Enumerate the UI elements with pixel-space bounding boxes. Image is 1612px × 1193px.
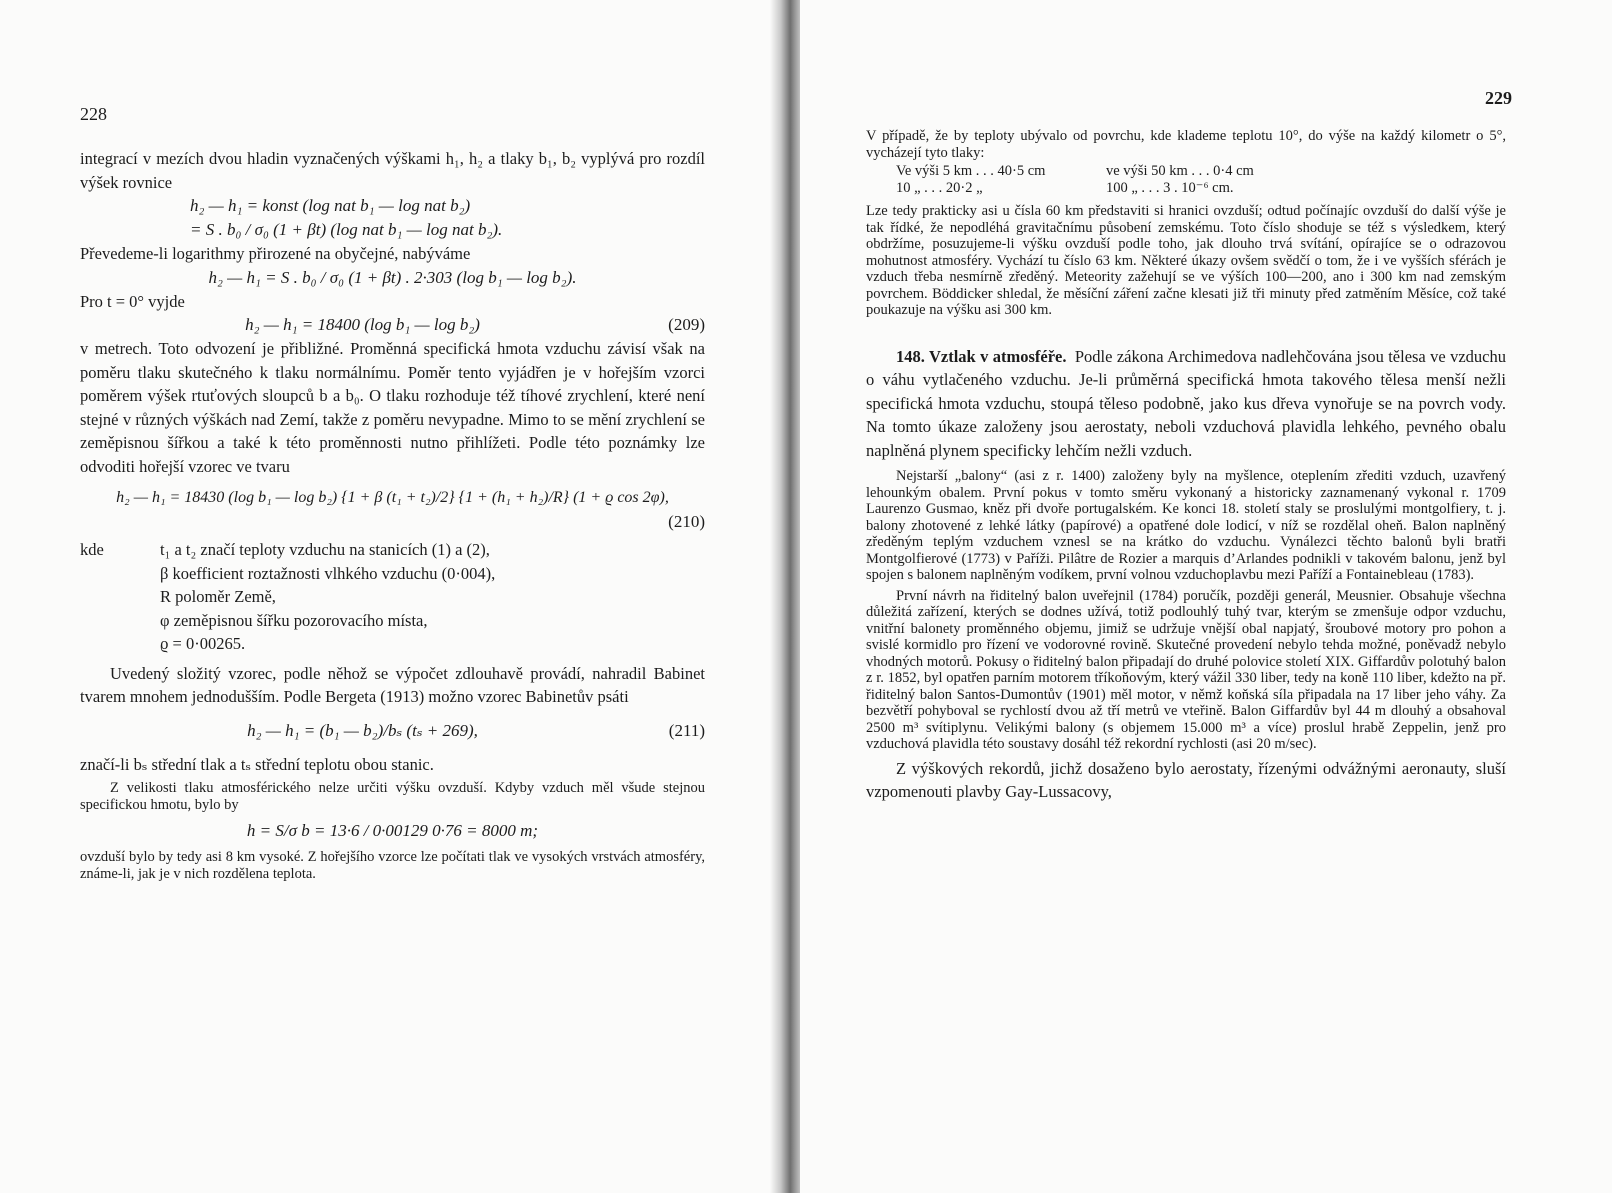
paragraph: Z výškových rekordů, jichž dosaženo bylo aerostaty, řízenými odvážnými aeronauty, sluší vzpomenouti plavby Gay-Lussacovy, — [866, 758, 1506, 801]
paragraph: ovzduší bylo by tedy asi 8 km vysoké. Z hořejšího vzorce lze počítati tlak ve vysokých vrstvách atmosféry, známe-li, jak je v nich rozdělena teplota. — [80, 849, 705, 882]
definitions-key: kde — [80, 540, 104, 559]
page-number-left: 228 — [80, 104, 107, 124]
formula: h₂ — h₁ = S . b₀ / σ₀ (1 + βt) . 2·303 (log b₁ — log b₂). — [208, 267, 577, 287]
paragraph: Uvedený složitý vzorec, podle něhož se výpočet zdlouhavě provádí, nahradil Babinet tvarem mnohem jednodušším. Podle Bergeta (1913) možno vzorec Babinetův psáti — [80, 663, 705, 706]
table-cell: 10 „ . . . 20·2 „ — [896, 180, 983, 196]
definition-item: R poloměr Země, — [160, 587, 276, 606]
table-cell: 100 „ . . . 3 . 10⁻⁶ cm. — [1106, 180, 1234, 196]
paragraph: integrací v mezích dvou hladin vyznačených výškami h₁, h₂ a tlaky b₁, b₂ vyplývá pro rozdíl výšek rovnice — [80, 149, 705, 192]
table-cell: Ve výši 5 km . . . 40·5 cm — [896, 163, 1046, 179]
definitions-list — [80, 538, 705, 656]
formula: h = S/σ b = 13·6 / 0·00129 0·76 = 8000 m; — [246, 821, 539, 840]
right-page-text — [866, 128, 1506, 804]
pressure-table — [896, 163, 1506, 197]
formula: = S . b₀ / σ₀ (1 + βt) (log nat b₁ — log nat b₂). — [190, 220, 503, 239]
paragraph: Lze tedy prakticky asi u čísla 60 km představiti si hranici ovzduší; odtud počínajíc ovzduší do další výše je tak řídké, že nepodléhá gravitačnímu působení zemskému. Toto číslo shoduje se též s výsledkem, který obdržíme, posuzujeme-li výšku ovzduší podle toho, jak dlouho trvá svítání, opírajíce se o odrazovou mohutnost atmosféry. Vychází tu číslo 63 km. Některé úkazy ovšem svědčí o tom, že i ve vyšších sférách je vzduch třeba nesmírně zředěný. Meteority zažehují se ve výších 100—200, ano i 300 km nad zemským povrchem. Böddicker shledal, že měsíční záření začne klesati již tři minuty před zatměním Měsíce, což také poukazuje na výšku asi 300 km. — [866, 203, 1506, 318]
table-row — [896, 163, 1506, 180]
definition-item: t₁ a t₂ značí teploty vzduchu na stanicích (1) a (2), — [160, 540, 490, 559]
equation-number: (211) — [668, 720, 705, 740]
right-page — [800, 0, 1612, 1193]
equation-number: (210) — [668, 512, 705, 531]
paragraph: značí-li bₛ střední tlak a tₛ střední teplotu obou stanic. — [80, 754, 434, 774]
formula-209: h₂ — h₁ = 18400 (log b₁ — log b₂) (209) — [80, 313, 705, 337]
definition-item: β koefficient roztažnosti vlhkého vzduchu (0·004), — [160, 563, 496, 583]
table-row — [896, 180, 1506, 197]
paragraph: Převedeme-li logarithmy přirozené na obyčejné, nabýváme — [80, 244, 471, 263]
paragraph: Pro t = 0° vyjde — [80, 291, 185, 311]
left-page-text — [80, 147, 705, 882]
paragraph: Z velikosti tlaku atmosférického nelze určiti výšku ovzduší. Kdyby vzduch měl všude stejnou specifickou hmotu, bylo by — [80, 780, 705, 813]
definition-item: φ zeměpisnou šířku pozorovacího místa, — [160, 610, 428, 630]
formula: h₂ — h₁ = konst (log nat b₁ — log nat b₂) — [190, 196, 471, 215]
left-page — [0, 0, 778, 1193]
paragraph: Nejstarší „balony“ (asi z r. 1400) založeny byly na myšlence, oteplením zřediti vzduch, uzavřený lehounkým obalem. První pokus v tomto směru vykonaný a historicky zaznamenaný vykonal r. 1709 Laurenzo Gusmao, kněz při dvoře portugalském. Ke konci 18. století staly se proslulými montgolfiery, t. j. balony zhotovené z lehké látky (papírové) a opatřené dole lodicí, v níž se rozdělal oheň. Balon naplněný zředěným teplým vzduchem vznesl se na krátko do vzduchu. Vynálezci těchto balonů byli bratři Montgolfierové (1773) v Paříži. Pilâtre de Rozier a marquis d’Arlandes podnikli v takovém balonu, jenž byl spojen s balonem naplněným vodíkem, první volnou vzduchoplavbu mezi Paříží a Fontainebleau (1783). — [866, 468, 1506, 583]
paragraph: 148. Vztlak v atmosféře. Podle zákona Archimedova nadlehčována jsou tělesa ve vzduchu o váhu vytlačeného vzduchu. Je-li průměrná specifická hmota takového tělesa menší nežli specifická hmota vzduchu, stoupá těleso podobně, jako kus dřeva vynořuje se na povrch vody. Na tomto úkaze založeny jsou aerostaty, neboli vzduchová plavidla lehkého, pevného obalu naplněná plynem specificky lehčím nežli vzduch. — [866, 346, 1507, 460]
page-number-right: 229 — [1485, 88, 1512, 108]
table-cell: ve výši 50 km . . . 0·4 cm — [1106, 163, 1254, 179]
equation-number: (209) — [668, 315, 705, 334]
paragraph: v metrech. Toto odvození je přibližné. Proměnná specifická hmota vzduchu závisí však na poměru tlaku skutečného k tlaku normálnímu. Poměr tento vyjádřen je v hořejším vzorci poměrem výšek rtuťových sloupců b a b₀. O tlaku rozhoduje též tíhové zrychlení, které není stejné v různých výškách nad Zemí, takže z poměru nevypadne. Mimo to se mění zrychlení se zeměpisnou šířkou a také k této proměnnosti nutno přihlížeti. Podle této poznámky lze odvoditi hořejší vzorec ve tvaru — [80, 339, 705, 476]
formula-211: h₂ — h₁ = (b₁ — b₂)/bₛ (tₛ + 269), (211) — [80, 719, 705, 743]
definition-item: ϱ = 0·00265. — [160, 634, 246, 653]
paragraph: První návrh na řiditelný balon uveřejnil (1784) poručík, později generál, Meusnier. Obsahuje všechna důležitá zařízení, kterých se dodnes užívá, totiž podlouhlý tuhý tvar, kterým se zmenšuje odpor vzduchu, vnitřní balonety proměnného objemu, jimiž se udržuje vnější obal napjatý, šroubové motory pro pohon a svislé kormidlo pro řízení ve vodorovné rovině. Skutečné provedení nebylo tehda možné, poněvadž nebylo vhodných motorů. Pokusy o řiditelný balon připadají do druhé polovice století XIX. Giffardův polotuhý balon z r. 1852, byl opatřen parním motorem tříkoňovým, který vážil 330 liber, tedy na koně 110 liber, kdežto na př. řiditelný balon Santos-Dumontův (1901) měl motor, v němž koňská síla připadala na 17 liber jeho váhy. Za bezvětří pohyboval se rychlostí dvou až tří metrů ve vteřině. Balon Giffardův byl 44 m dlouhý a obsahoval 2500 m³ svítiplynu. Velikými balony (s objemem 15.000 m³ a více) proslul hrabě Zeppelin, jenž pro vzduchová plavidla této soustavy dosáhl též rekordní rychlosti (asi 20 m/sec). — [866, 587, 1506, 752]
formula-210: h₂ — h₁ = 18430 (log b₁ — log b₂) {1 + β (t₁ + t₂)/2} {1 + (h₁ + h₂)/R} (1 + ϱ cos 2φ), (210) — [80, 486, 705, 534]
paragraph: V případě, že by teploty ubývalo od povrchu, kde klademe teplotu 10°, do výše na každý kilometr o 5°, vycházejí tyto tlaky: — [866, 128, 1506, 161]
section-heading: 148. Vztlak v atmosféře. — [896, 346, 1067, 366]
